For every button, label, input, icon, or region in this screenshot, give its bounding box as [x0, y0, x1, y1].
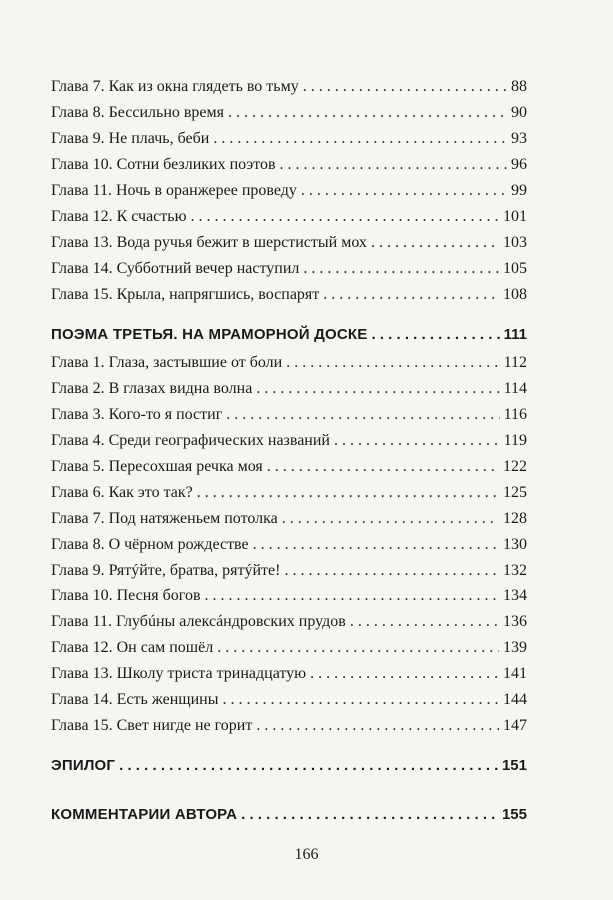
- dot-leader: [226, 402, 499, 428]
- toc-entry-title: Глава 4. Среди географических названий: [51, 431, 330, 449]
- toc-entry-title: Глава 7. Под натяженьем потолка: [51, 509, 278, 527]
- toc-entry-page: 139: [503, 639, 527, 657]
- toc-entry-title: Глава 12. К счастью: [51, 207, 187, 225]
- toc-entry-title: Глава 13. Школу триста тринадцатую: [51, 665, 307, 683]
- toc-entry-page: 125: [503, 483, 527, 501]
- dot-leader: [205, 583, 499, 609]
- toc-entry: [51, 454, 527, 480]
- toc-entry-page: 147: [503, 717, 527, 735]
- toc-entry-page: 134: [503, 587, 527, 605]
- toc-entry: [51, 350, 527, 376]
- toc-entry-title: Глава 1. Глаза, застывшие от боли: [51, 354, 283, 371]
- toc-entry-page: 108: [503, 285, 527, 303]
- toc-entry-title: Глава 10. Песня богов: [51, 587, 201, 605]
- toc-entry: [51, 583, 527, 609]
- toc-entry: [51, 687, 527, 713]
- dot-leader: [256, 376, 499, 402]
- dot-leader: [191, 204, 499, 230]
- toc-author-comments-row: [51, 802, 527, 828]
- dot-leader: [371, 230, 499, 256]
- toc-entry-title: Глава 13. Вода ручья бежит в шерстистый мох: [51, 233, 367, 251]
- toc-entry: [51, 661, 527, 687]
- toc-entry-page: 88: [511, 78, 527, 95]
- dot-leader: [256, 713, 499, 739]
- toc-entry-title: Глава 6. Как это так?: [51, 483, 193, 501]
- toc-entry-title: Глава 8. Бессильно время: [51, 103, 225, 121]
- toc-entry: [51, 152, 527, 178]
- toc-entry-page: 141: [503, 665, 527, 683]
- toc-entry-page: 103: [503, 233, 527, 251]
- toc-entry: [51, 256, 527, 282]
- epilogue-title: ЭПИЛОГ: [51, 757, 116, 774]
- dot-leader: [280, 152, 507, 178]
- dot-leader: [350, 609, 499, 635]
- dot-leader: [310, 661, 499, 687]
- dot-leader: [217, 635, 499, 661]
- toc-epilogue-row: [51, 753, 527, 779]
- toc-entry-title: Глава 15. Крыла, напрягшись, воспарят: [51, 285, 320, 303]
- dot-leader: [197, 480, 499, 506]
- page-number: 166: [294, 846, 319, 863]
- toc-entry-page: 93: [511, 129, 527, 147]
- toc-entry-title: Глава 14. Есть женщины: [51, 691, 219, 709]
- dot-leader: [301, 178, 507, 204]
- author-comments-title: КОММЕНТАРИИ АВТОРА: [51, 806, 238, 823]
- toc-entry-page: 116: [503, 405, 527, 423]
- part-three-title: ПОЭМА ТРЕТЬЯ. НА МРАМОРНОЙ ДОСКЕ: [51, 326, 368, 343]
- dot-leader: [286, 350, 499, 376]
- dot-leader: [284, 558, 499, 584]
- toc-entry-title: Глава 10. Сотни безликих поэтов: [51, 155, 276, 173]
- toc-entry: [51, 506, 527, 532]
- dot-leader: [282, 506, 499, 532]
- toc-chapters-part-three: [51, 350, 527, 739]
- dot-leader: [303, 74, 507, 100]
- toc-entry-page: 114: [503, 379, 527, 397]
- author-comments-page: 155: [501, 806, 527, 823]
- toc-entry-title: Глава 7. Как из окна глядеть во тьму: [51, 78, 299, 95]
- toc-entry-page: 105: [503, 259, 527, 277]
- toc-entry-page: 128: [503, 509, 527, 527]
- dot-leader: [228, 100, 507, 126]
- dot-leader: [213, 126, 507, 152]
- epilogue-page: 151: [501, 757, 527, 774]
- part-three-page: 111: [503, 326, 527, 343]
- toc-entry: [51, 713, 527, 739]
- dot-leader: [253, 532, 499, 558]
- dot-leader: [241, 802, 498, 828]
- toc-entry: [51, 100, 527, 126]
- dot-leader: [334, 428, 500, 454]
- toc-entry-title: Глава 14. Субботний вечер наступил: [51, 259, 300, 277]
- toc-entry: [51, 480, 527, 506]
- toc-entry: [51, 609, 527, 635]
- toc-entry-page: 96: [511, 155, 527, 173]
- toc-entry-title: Глава 12. Он сам пошёл: [51, 639, 214, 657]
- toc-entry: [51, 428, 527, 454]
- toc-entry-page: 119: [503, 431, 527, 449]
- toc-entry-title: Глава 15. Свет нигде не горит: [51, 717, 253, 735]
- dot-leader: [267, 454, 499, 480]
- toc-entry-title: Глава 3. Кого-то я постиг: [51, 405, 223, 423]
- toc-entry: [51, 126, 527, 152]
- toc-entry: [51, 204, 527, 230]
- toc-entry-title: Глава 9. Рятýйте, братва, рятýйте!: [51, 561, 281, 579]
- toc-entry-title: Глава 5. Пересохшая речка моя: [51, 457, 263, 475]
- toc-entry-page: 130: [503, 535, 527, 553]
- toc-entry: [51, 74, 527, 100]
- toc-entry: [51, 230, 527, 256]
- toc-entry-title: Глава 2. В глазах видна волна: [51, 379, 253, 397]
- dot-leader: [303, 256, 499, 282]
- dot-leader: [222, 687, 499, 713]
- toc-part-three-heading-row: [51, 322, 527, 348]
- dot-leader: [119, 753, 498, 779]
- toc-entry: [51, 178, 527, 204]
- toc-entry: [51, 402, 527, 428]
- toc-entry: [51, 532, 527, 558]
- toc-author-comments: [51, 802, 527, 828]
- toc-entry-title: Глава 8. О чёрном рождестве: [51, 535, 249, 553]
- toc-entry-page: 90: [511, 103, 527, 121]
- toc-entry: [51, 282, 527, 308]
- toc-entry-title: Глава 11. Глубúны алексáндровских прудов: [51, 613, 346, 631]
- toc-part-three-heading: [51, 322, 527, 348]
- toc-entry: [51, 558, 527, 584]
- toc-entry-page: 99: [511, 181, 527, 199]
- dot-leader: [323, 282, 499, 308]
- toc-entry-page: 132: [503, 561, 527, 579]
- toc-entry-page: 112: [503, 354, 527, 371]
- toc-entry-page: 136: [503, 613, 527, 631]
- toc-chapters-part-two: [51, 74, 527, 307]
- toc-epilogue: [51, 753, 527, 779]
- toc-entry: [51, 376, 527, 402]
- toc-entry-title: Глава 9. Не плачь, беби: [51, 129, 210, 147]
- toc-entry-page: 144: [503, 691, 527, 709]
- toc-entry-title: Глава 11. Ночь в оранжерее проведу: [51, 181, 297, 199]
- toc-entry: [51, 635, 527, 661]
- toc-entry-page: 122: [503, 457, 527, 475]
- dot-leader: [372, 322, 500, 348]
- toc-entry-page: 101: [503, 207, 527, 225]
